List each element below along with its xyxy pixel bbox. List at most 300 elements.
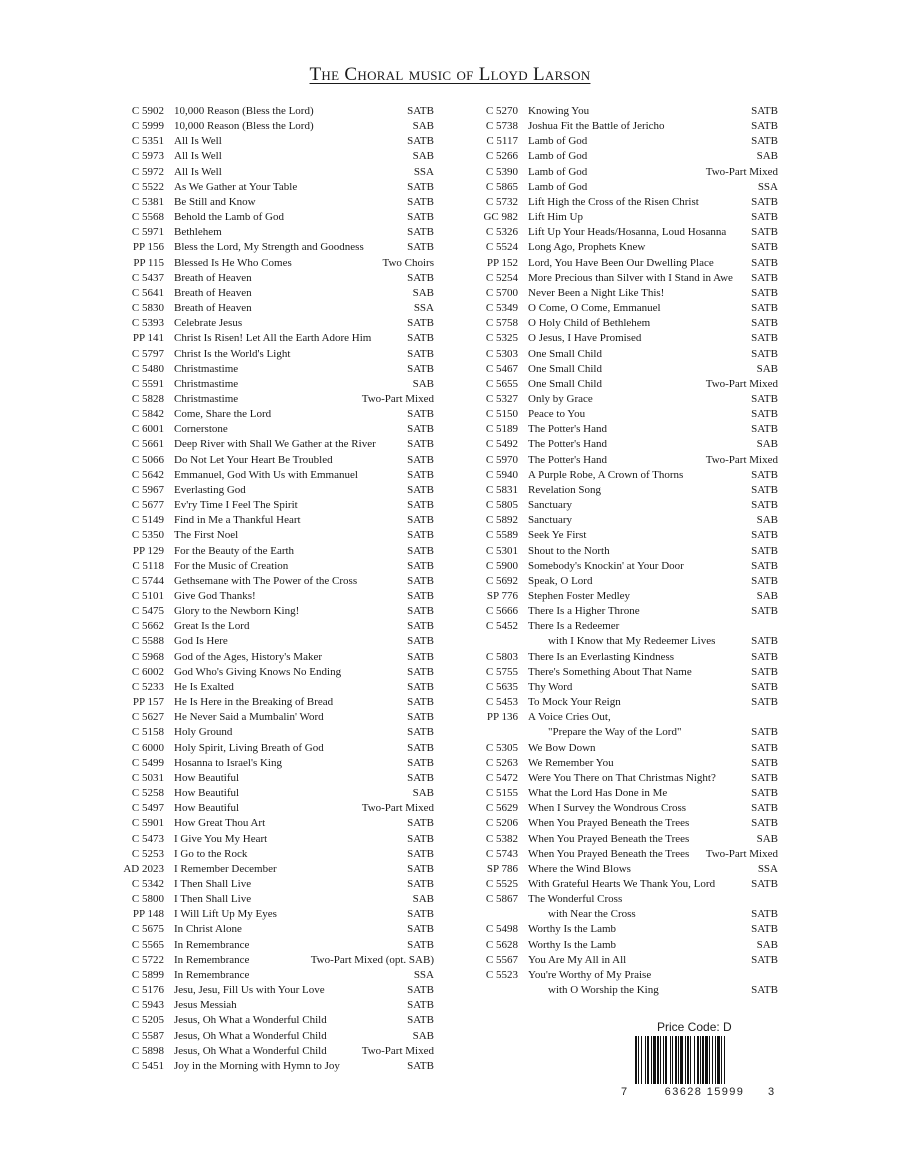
catalog-voicing: SATB	[407, 271, 434, 284]
catalog-code: C 5206	[485, 817, 518, 830]
catalog-voicing: SATB	[407, 680, 434, 693]
catalog-row	[470, 801, 778, 816]
catalog-title: God Is Here	[174, 635, 228, 648]
catalog-voicing: Two-Part Mixed	[705, 377, 778, 390]
catalog-code: C 5722	[131, 953, 164, 966]
catalog-title: God of the Ages, History's Maker	[174, 650, 323, 663]
catalog-voicing: SSA	[413, 968, 434, 981]
catalog-title: Worthy Is the Lamb	[528, 923, 617, 936]
catalog-code: C 5968	[131, 650, 164, 663]
catalog-title: Where the Wind Blows	[528, 862, 631, 875]
catalog-title: I Give You My Heart	[174, 832, 268, 845]
catalog-voicing: Two-Part Mixed	[361, 1044, 434, 1057]
catalog-title: Lamb of God	[528, 180, 588, 193]
catalog-voicing: SATB	[751, 392, 778, 405]
barcode-bar	[675, 1036, 677, 1084]
catalog-row	[116, 119, 434, 134]
catalog-row	[470, 862, 778, 877]
catalog-row	[470, 119, 778, 134]
catalog-voicing: SATB	[407, 847, 434, 860]
catalog-title: Peace to You	[528, 408, 586, 421]
catalog-title: With Grateful Hearts We Thank You, Lord	[528, 877, 716, 890]
catalog-code: C 5499	[131, 756, 164, 769]
catalog-code: C 5567	[485, 953, 518, 966]
catalog-title: Only by Grace	[528, 392, 593, 405]
catalog-voicing: SATB	[751, 984, 778, 997]
catalog-title: Hosanna to Israel's King	[174, 756, 282, 769]
catalog-voicing: SATB	[751, 908, 778, 921]
catalog-voicing: SATB	[407, 832, 434, 845]
catalog-title: In Remembrance	[174, 938, 250, 951]
catalog-voicing: SAB	[412, 377, 434, 390]
catalog-title: Cornerstone	[174, 423, 228, 436]
catalog-title: He Is Exalted	[174, 680, 234, 693]
catalog-row	[116, 922, 434, 937]
barcode-bar	[724, 1036, 725, 1084]
catalog-row	[116, 816, 434, 831]
catalog-voicing: SATB	[751, 347, 778, 360]
catalog-code: C 5155	[485, 787, 518, 800]
catalog-title: How Great Thou Art	[174, 817, 266, 830]
catalog-voicing: SATB	[407, 574, 434, 587]
catalog-title: He Never Said a Mumbalin' Word	[174, 711, 324, 724]
catalog-row	[470, 437, 778, 452]
catalog-row	[116, 225, 434, 240]
catalog-row	[116, 756, 434, 771]
catalog-title: I Then Shall Live	[174, 893, 252, 906]
catalog-row	[116, 1059, 434, 1074]
barcode-bar	[657, 1036, 659, 1084]
catalog-row	[470, 392, 778, 407]
catalog-voicing: SATB	[407, 499, 434, 512]
catalog-voicing: SATB	[407, 211, 434, 224]
catalog-row	[116, 801, 434, 816]
catalog-row	[116, 104, 434, 119]
catalog-title: More Precious than Silver with I Stand in Awe	[528, 271, 733, 284]
catalog-row	[116, 1029, 434, 1044]
catalog-voicing: SATB	[407, 650, 434, 663]
catalog-voicing: SATB	[751, 468, 778, 481]
catalog-voicing: SATB	[407, 605, 434, 618]
catalog-code: C 5451	[131, 1059, 164, 1072]
catalog-voicing: SATB	[751, 696, 778, 709]
catalog-code: C 5666	[485, 605, 518, 618]
barcode-bar	[635, 1036, 637, 1084]
catalog-code: C 5149	[131, 514, 164, 527]
catalog-row	[116, 362, 434, 377]
catalog-voicing: SATB	[751, 817, 778, 830]
catalog-row	[470, 483, 778, 498]
catalog-row	[116, 877, 434, 892]
catalog-code: C 5629	[485, 802, 518, 815]
catalog-title: One Small Child	[528, 377, 602, 390]
catalog-voicing: SATB	[407, 514, 434, 527]
catalog-voicing: SATB	[751, 787, 778, 800]
barcode-bar	[697, 1036, 699, 1084]
catalog-code: PP 156	[132, 241, 164, 254]
catalog-row	[470, 271, 778, 286]
catalog-title: Behold the Lamb of God	[174, 211, 284, 224]
catalog-voicing: SATB	[407, 938, 434, 951]
catalog-title: Jesus, Oh What a Wonderful Child	[174, 1014, 327, 1027]
catalog-voicing: SAB	[412, 1029, 434, 1042]
catalog-title: There Is a Higher Throne	[528, 605, 640, 618]
catalog-title: 10,000 Reason (Bless the Lord)	[174, 105, 314, 117]
catalog-row	[470, 665, 778, 680]
catalog-title: You Are My All in All	[528, 953, 627, 966]
catalog-row	[470, 180, 778, 195]
catalog-voicing: SAB	[412, 286, 434, 299]
catalog-row	[116, 695, 434, 710]
catalog-voicing: SAB	[412, 150, 434, 163]
catalog-code: C 5901	[131, 817, 164, 830]
catalog-voicing: SATB	[407, 135, 434, 148]
catalog-code: C 5800	[131, 893, 164, 906]
catalog-voicing: SATB	[407, 453, 434, 466]
catalog-row	[116, 271, 434, 286]
catalog-code: C 5301	[485, 544, 518, 557]
barcode-bar	[663, 1036, 664, 1084]
catalog-title: Christ Is Risen! Let All the Earth Adore Him	[174, 332, 372, 345]
catalog-code: C 5393	[131, 317, 164, 330]
catalog-voicing: SATB	[407, 665, 434, 678]
catalog-title: We Remember You	[528, 756, 614, 769]
catalog-voicing: SATB	[407, 908, 434, 921]
catalog-voicing: SATB	[751, 680, 778, 693]
catalog-voicing: SATB	[407, 620, 434, 633]
catalog-voicing: SATB	[407, 726, 434, 739]
catalog-voicing: SATB	[751, 529, 778, 542]
catalog-title: All Is Well	[174, 150, 222, 163]
catalog-code: C 5867	[485, 893, 518, 906]
catalog-voicing: SATB	[751, 877, 778, 890]
catalog-title: Sanctuary	[528, 499, 572, 512]
catalog-voicing: SATB	[751, 605, 778, 618]
catalog-title: Long Ago, Prophets Knew	[528, 241, 646, 254]
catalog-row	[116, 710, 434, 725]
catalog-row	[470, 377, 778, 392]
catalog-code: C 5999	[131, 120, 164, 133]
barcode-bar	[690, 1036, 691, 1084]
catalog-row	[116, 331, 434, 346]
catalog-voicing: SATB	[407, 362, 434, 375]
catalog-row	[470, 362, 778, 377]
catalog-code: PP 141	[132, 332, 164, 345]
catalog-title: As We Gather at Your Table	[174, 180, 298, 193]
catalog-title: There Is an Everlasting Kindness	[528, 650, 675, 663]
catalog-code: C 5692	[485, 574, 518, 587]
catalog-code: C 5326	[485, 226, 518, 239]
catalog-title: O Jesus, I Have Promised	[528, 332, 642, 345]
catalog-code: C 5641	[131, 286, 164, 299]
catalog-voicing: SATB	[407, 241, 434, 254]
catalog-row	[470, 528, 778, 543]
catalog-title: Thy Word	[528, 680, 573, 693]
catalog-row	[116, 589, 434, 604]
catalog-code: C 5940	[485, 468, 518, 481]
catalog-code: AD 2023	[123, 862, 164, 875]
catalog-row	[470, 634, 778, 649]
catalog-voicing: SATB	[751, 195, 778, 208]
catalog-voicing: SATB	[751, 241, 778, 254]
catalog-row	[116, 180, 434, 195]
catalog-title: Shout to the North	[528, 544, 610, 557]
catalog-code: C 5350	[131, 529, 164, 542]
catalog-code: C 5473	[131, 832, 164, 845]
catalog-title: When You Prayed Beneath the Trees	[528, 817, 690, 830]
catalog-code: C 5480	[131, 362, 164, 375]
catalog-code: C 5591	[131, 377, 164, 390]
catalog-voicing: SATB	[751, 741, 778, 754]
catalog-row	[470, 907, 778, 922]
catalog-code: C 5568	[131, 211, 164, 224]
barcode-bar	[717, 1036, 720, 1084]
catalog-title: Lamb of God	[528, 150, 588, 163]
catalog-title: 10,000 Reason (Bless the Lord)	[174, 120, 314, 133]
catalog-title: "Prepare the Way of the Lord"	[548, 726, 682, 739]
catalog-code: C 5233	[131, 680, 164, 693]
catalog-title: Christ Is the World's Light	[174, 347, 291, 360]
catalog-row	[470, 695, 778, 710]
catalog-code: C 5758	[485, 317, 518, 330]
catalog-title: Jesus, Oh What a Wonderful Child	[174, 1044, 327, 1057]
catalog-code: C 5524	[485, 241, 518, 254]
catalog-code: C 5803	[485, 650, 518, 663]
catalog-code: PP 129	[132, 544, 164, 557]
catalog-row	[116, 195, 434, 210]
catalog-voicing: SAB	[756, 590, 778, 602]
catalog-title: Come, Share the Lord	[174, 408, 272, 421]
catalog-row	[116, 544, 434, 559]
catalog-voicing: Two-Part Mixed	[705, 453, 778, 466]
catalog-row	[470, 650, 778, 665]
catalog-row	[116, 149, 434, 164]
catalog-voicing: SATB	[751, 332, 778, 345]
catalog-title: Lord, You Have Been Our Dwelling Place	[528, 256, 714, 269]
catalog-code: C 5662	[131, 620, 164, 633]
catalog-title: When I Survey the Wondrous Cross	[528, 802, 687, 815]
catalog-voicing: SATB	[407, 423, 434, 436]
catalog-row	[116, 286, 434, 301]
barcode-bar	[651, 1036, 652, 1084]
catalog-title: Joy in the Morning with Hymn to Joy	[174, 1059, 340, 1072]
catalog-row	[116, 407, 434, 422]
catalog-code: C 5253	[131, 847, 164, 860]
catalog-title: We Bow Down	[528, 741, 596, 754]
catalog-title: Blessed Is He Who Comes	[174, 256, 292, 269]
catalog-voicing: SATB	[407, 438, 434, 451]
catalog-title: Breath of Heaven	[174, 286, 252, 299]
catalog-voicing: SATB	[407, 195, 434, 208]
catalog-title: The Potter's Hand	[528, 423, 607, 436]
catalog-title: For the Music of Creation	[174, 559, 289, 572]
catalog-code: C 5390	[485, 165, 518, 178]
catalog-code: C 5943	[131, 999, 164, 1012]
catalog-title: Breath of Heaven	[174, 271, 252, 284]
catalog-code: C 5189	[485, 423, 518, 436]
catalog-voicing: SATB	[407, 332, 434, 345]
catalog-code: C 5498	[485, 923, 518, 936]
catalog-code: C 5117	[486, 135, 518, 148]
catalog-title: Holy Spirit, Living Breath of God	[174, 741, 324, 754]
catalog-title: with I Know that My Redeemer Lives	[548, 635, 716, 648]
catalog-code: C 5176	[131, 984, 164, 997]
catalog-voicing: SATB	[407, 877, 434, 890]
catalog-code: C 5892	[485, 514, 518, 527]
catalog-voicing: SATB	[407, 999, 434, 1012]
catalog-title: Stephen Foster Medley	[528, 590, 631, 602]
catalog-code: C 5325	[485, 332, 518, 345]
catalog-code: C 5382	[485, 832, 518, 845]
catalog-voicing: SATB	[751, 211, 778, 224]
catalog-row	[470, 104, 778, 119]
catalog-code: C 5565	[131, 938, 164, 951]
catalog-title: The Potter's Hand	[528, 438, 607, 451]
catalog-title: A Voice Cries Out,	[528, 711, 611, 724]
catalog-code: C 6000	[131, 741, 164, 754]
catalog-row	[116, 210, 434, 225]
catalog-row	[470, 544, 778, 559]
catalog-row	[470, 422, 778, 437]
catalog-voicing: SAB	[412, 120, 434, 133]
catalog-title: All Is Well	[174, 135, 222, 148]
barcode-bar	[638, 1036, 639, 1084]
catalog-code: PP 148	[132, 908, 164, 921]
catalog-voicing: SATB	[751, 650, 778, 663]
catalog-code: C 5743	[485, 847, 518, 860]
catalog-code: C 5381	[131, 195, 164, 208]
catalog-row	[470, 710, 778, 725]
catalog-row	[470, 513, 778, 528]
barcode-bar	[678, 1036, 679, 1084]
catalog-row	[470, 725, 778, 740]
catalog-row	[116, 316, 434, 331]
catalog-code: GC 982	[483, 211, 518, 224]
catalog-title: How Beautiful	[174, 787, 240, 800]
catalog-code: C 5675	[131, 923, 164, 936]
catalog-row	[116, 1044, 434, 1059]
catalog-title: Were You There on That Christmas Night?	[528, 771, 716, 784]
barcode-trail-digit: 3	[768, 1086, 775, 1098]
catalog-voicing: SATB	[407, 590, 434, 602]
catalog-voicing: SATB	[407, 635, 434, 648]
catalog-title: Somebody's Knockin' at Your Door	[528, 559, 684, 572]
catalog-title: When You Prayed Beneath the Trees	[528, 832, 690, 845]
catalog-row	[116, 134, 434, 149]
catalog-code: C 5588	[131, 635, 164, 648]
catalog-voicing: SAB	[756, 832, 778, 845]
catalog-row	[470, 680, 778, 695]
catalog-code: SP 786	[486, 862, 518, 875]
catalog-code: C 5635	[485, 680, 518, 693]
catalog-voicing: Two-Part Mixed	[361, 802, 434, 815]
catalog-code: C 5467	[485, 362, 518, 375]
catalog-voicing: SATB	[751, 120, 778, 133]
catalog-title: Lift Him Up	[528, 211, 583, 224]
catalog-title: Emmanuel, God With Us with Emmanuel	[174, 468, 358, 481]
catalog-row	[470, 771, 778, 786]
catalog-code: C 5587	[131, 1029, 164, 1042]
catalog-row	[116, 498, 434, 513]
catalog-voicing: SATB	[751, 423, 778, 436]
catalog-title: Lamb of God	[528, 135, 588, 148]
barcode-bar	[645, 1036, 646, 1084]
barcode-bar	[700, 1036, 701, 1084]
catalog-row	[470, 589, 778, 604]
catalog-code: C 5627	[131, 711, 164, 724]
barcode-bar	[685, 1036, 686, 1084]
catalog-voicing: SATB	[407, 741, 434, 754]
catalog-voicing: SATB	[751, 105, 778, 117]
catalog-voicing: SSA	[757, 180, 778, 193]
catalog-title: Lift Up Your Heads/Hosanna, Loud Hosanna	[528, 226, 727, 239]
catalog-code: C 5497	[131, 802, 164, 815]
catalog-code: PP 152	[486, 256, 518, 269]
catalog-row	[116, 786, 434, 801]
catalog-code: C 5437	[131, 271, 164, 284]
catalog-code: C 5842	[131, 408, 164, 421]
catalog-row	[470, 347, 778, 362]
barcode-bar	[670, 1036, 671, 1084]
catalog-voicing: SAB	[756, 438, 778, 451]
catalog-voicing: SATB	[407, 756, 434, 769]
catalog-title: Holy Ground	[174, 726, 233, 739]
catalog-code: C 5066	[131, 453, 164, 466]
catalog-voicing: SATB	[407, 317, 434, 330]
catalog-code: C 5101	[131, 590, 164, 602]
catalog-row	[116, 347, 434, 362]
catalog-voicing: SATB	[407, 696, 434, 709]
barcode-bar	[709, 1036, 710, 1084]
catalog-code: C 6002	[131, 665, 164, 678]
catalog-row	[470, 134, 778, 149]
catalog-title: Sanctuary	[528, 514, 572, 527]
catalog-title: God Who's Giving Knows No Ending	[174, 665, 342, 678]
catalog-voicing: SATB	[751, 408, 778, 421]
catalog-title: Be Still and Know	[174, 195, 256, 208]
catalog-code: C 5973	[131, 150, 164, 163]
catalog-voicing: SSA	[413, 302, 434, 315]
catalog-code: PP 115	[133, 256, 164, 269]
catalog-row	[116, 938, 434, 953]
price-code: Price Code: D	[657, 1020, 732, 1034]
catalog-voicing: SATB	[407, 347, 434, 360]
barcode-bar	[653, 1036, 656, 1084]
catalog-title: In Christ Alone	[174, 923, 242, 936]
catalog-voicing: Two-Part Mixed	[705, 847, 778, 860]
catalog-title: O Come, O Come, Emmanuel	[528, 302, 661, 315]
catalog-title: To Mock Your Reign	[528, 696, 621, 709]
catalog-code: C 5031	[131, 771, 164, 784]
catalog-code: C 5303	[485, 347, 518, 360]
catalog-voicing: Two-Part Mixed	[361, 392, 434, 405]
catalog-voicing: SATB	[407, 408, 434, 421]
catalog-row	[470, 225, 778, 240]
catalog-voicing: SATB	[407, 984, 434, 997]
catalog-code: C 5828	[131, 392, 164, 405]
catalog-row	[470, 210, 778, 225]
catalog-voicing: Two-Part Mixed (opt. SAB)	[310, 953, 434, 966]
barcode-bar	[705, 1036, 708, 1084]
catalog-title: Glory to the Newborn King!	[174, 605, 300, 618]
catalog-title: In Remembrance	[174, 968, 250, 981]
catalog-voicing: SAB	[756, 362, 778, 375]
catalog-row	[470, 968, 778, 983]
catalog-row	[116, 256, 434, 271]
catalog-voicing: Two-Part Mixed	[705, 165, 778, 178]
catalog-code: C 5305	[485, 741, 518, 754]
catalog-row	[116, 240, 434, 255]
